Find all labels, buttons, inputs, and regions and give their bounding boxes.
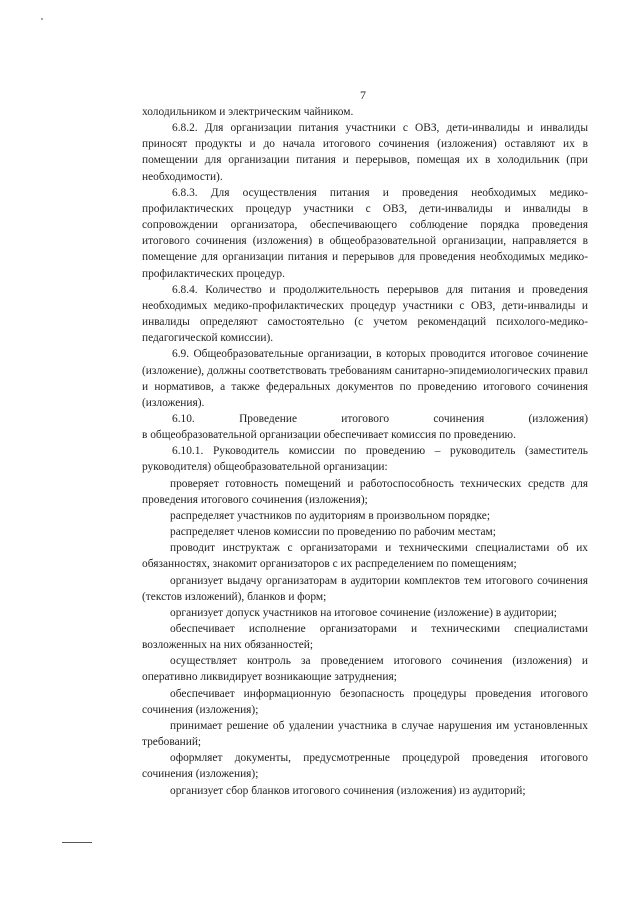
duty-item: обеспечивает исполнение организаторами и техническими специалистами возложенных на них обязанностей; [142, 623, 588, 652]
paragraph-6-10-heading: 6.10. Проведение итогового сочинения (изложения) [172, 412, 588, 425]
paragraph-continuation: холодильником и электрическим чайником. [142, 106, 354, 118]
duty-item: организует допуск участников на итоговое сочинение (изложение) в аудитории; [170, 606, 557, 619]
duty-item: распределяет членов комиссии по проведению по рабочим местам; [170, 526, 496, 539]
duty-item: принимает решение об удалении участника в случае нарушения им установленных требований; [142, 719, 588, 749]
paragraph-6-10-1: 6.10.1. Руководитель комиссии по проведению – руководитель (заместитель руководителя) общеобразовательной организации: [142, 445, 588, 474]
duty-item: проводит инструктаж с организаторами и техническими специалистами об их обязанностях, знакомит организаторов с их распределением по помещениям; [142, 542, 588, 571]
paragraph-6-8-3: 6.8.3. Для осуществления питания и проведения необходимых медико-профилактических процедур участники с ОВЗ, дети-инвалиды и инвалиды в сопровождении организатора, обеспечивающего соблюдение порядка проведения итогового сочинения (изложения) в общеобразовательной организации, направляется в помещение для организации питания и перерывов для проведения необходимых медико-профилактических процедур. [142, 186, 588, 280]
paragraph-6-8-2: 6.8.2. Для организации питания участники с ОВЗ, дети-инвалиды и инвалиды приносят продукты и до начала итогового сочинения (изложения) оставляют их в помещении для организации питания и перерывов, помещая их в холодильник (при необходимости). [142, 122, 588, 183]
page-number: 7 [360, 88, 366, 102]
scan-speck [41, 18, 43, 20]
footer-rule [62, 842, 92, 843]
document-body [142, 104, 588, 799]
duty-item: обеспечивает информационную безопасность процедуры проведения итогового сочинения (изложения); [142, 687, 588, 716]
duty-item: распределяет участников по аудиториям в произвольном порядке; [170, 509, 490, 522]
paragraph-6-10-body: в общеобразовательной организации обеспечивает комиссия по проведению. [142, 429, 516, 442]
duty-item: организует выдачу организаторам в аудитории комплектов тем итогового сочинения (текстов изложений), бланков и форм; [142, 574, 588, 603]
duty-item: осуществляет контроль за проведением итогового сочинения (изложения) и оперативно ликвидирует возникающие затруднения; [142, 655, 588, 684]
paragraph-6-9: 6.9. Общеобразовательные организации, в которых проводится итоговое сочинение (изложение), должны соответствовать требованиям санитарно-эпидемиологических правил и нормативов, а также федеральных документов по проведению итогового сочинения (изложения). [142, 348, 588, 409]
duty-item: оформляет документы, предусмотренные процедурой проведения итогового сочинения (изложения); [142, 752, 588, 781]
duty-item: проверяет готовность помещений и работоспособность технических средств для проведения итогового сочинения (изложения); [142, 477, 588, 506]
duty-item: организует сбор бланков итогового сочинения (изложения) из аудиторий; [170, 784, 526, 797]
paragraph-6-8-4: 6.8.4. Количество и продолжительность перерывов для питания и проведения необходимых медико-профилактических процедур участники с ОВЗ, дети-инвалиды и инвалиды определяют самостоятельно (с учетом рекомендаций психолого-медико-педагогической комиссии). [142, 283, 588, 345]
